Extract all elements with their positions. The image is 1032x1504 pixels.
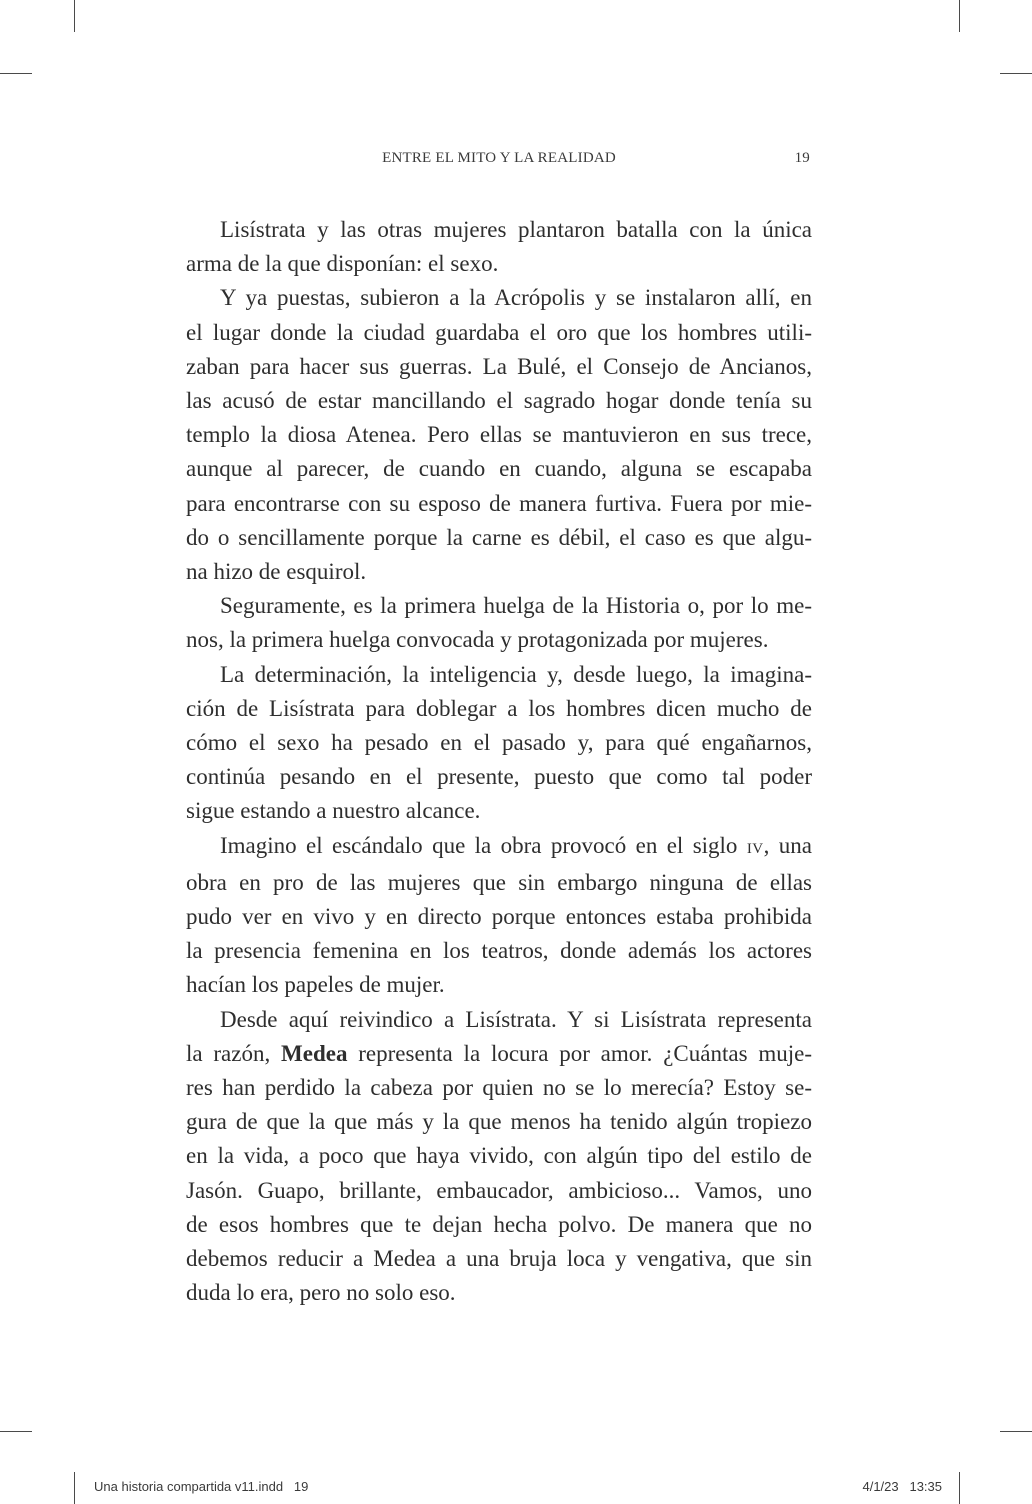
- text-line: cómo el sexo ha pesado en el pasado y, para qué engañarnos,: [186, 730, 812, 756]
- paragraph-4: [186, 658, 812, 829]
- century-numeral: IV: [746, 840, 764, 857]
- text-line: zaban para hacer sus guerras. La Bulé, el Consejo de Ancianos,: [186, 353, 812, 379]
- text-line: duda lo era, pero no solo eso.: [186, 1280, 456, 1306]
- text-line: templo la diosa Atenea. Pero ellas se mantuvieron en sus trece,: [186, 422, 812, 448]
- paragraph-5: [186, 829, 812, 1003]
- text-line: aunque al parecer, de cuando en cuando, alguna se escapaba: [186, 456, 812, 482]
- text-line: Jasón. Guapo, brillante, embaucador, ambicioso... Vamos, uno: [186, 1177, 812, 1203]
- text-line: do o sencillamente porque la carne es débil, el caso es que algu-: [186, 524, 812, 550]
- paragraph-2: [186, 281, 812, 589]
- paragraph-1: [186, 213, 812, 281]
- bold-name-medea: Medea: [281, 1040, 348, 1066]
- running-head: [186, 150, 812, 172]
- text-line: la presencia femenina en los teatros, donde además los actores: [186, 938, 812, 964]
- text-run: la razón,: [186, 1040, 282, 1066]
- slug-timestamp: 4/1/23 13:35: [862, 1479, 942, 1494]
- text-line: nos, la primera huelga convocada y protagonizada por mujeres.: [186, 627, 769, 653]
- running-head-title: ENTRE EL MITO Y LA REALIDAD: [382, 150, 616, 166]
- text-line: [186, 829, 812, 866]
- text-line: las acusó de estar mancillando el sagrado hogar donde tenía su: [186, 388, 812, 414]
- text-line: [186, 1037, 812, 1071]
- crop-mark-top-left: [74, 0, 75, 32]
- body-text: [186, 213, 812, 1311]
- crop-mark-right-top: [1000, 73, 1032, 74]
- text-line: Lisístrata y las otras mujeres plantaron batalla con la única: [220, 217, 812, 242]
- paragraph-6: [186, 1003, 812, 1311]
- crop-mark-right-bottom: [1000, 1431, 1032, 1432]
- crop-mark-left-bottom: [0, 1431, 32, 1432]
- text-run: Imagino el escándalo que la obra provocó en el siglo: [220, 832, 747, 858]
- text-run: , una: [763, 832, 812, 858]
- text-line: gura de que la que más y la que menos ha tenido algún tropiezo: [186, 1109, 812, 1135]
- text-line: pudo ver en vivo y en directo porque entonces estaba prohibida: [186, 904, 812, 930]
- crop-mark-bottom-left: [74, 1472, 75, 1504]
- text-line: La determinación, la inteligencia y, desde luego, la imagina-: [220, 661, 812, 687]
- text-line: res han perdido la cabeza por quien no se lo merecía? Estoy se-: [186, 1075, 812, 1101]
- crop-mark-top-right: [959, 0, 960, 32]
- text-line: sigue estando a nuestro alcance.: [186, 798, 481, 824]
- text-line: ción de Lisístrata para doblegar a los hombres dicen mucho de: [186, 695, 812, 721]
- text-run: representa la locura por amor. ¿Cuántas muje-: [347, 1040, 812, 1066]
- text-line: en la vida, a poco que haya vivido, con algún tipo del estilo de: [186, 1143, 812, 1169]
- crop-mark-bottom-right: [959, 1472, 960, 1504]
- text-line: arma de la que disponían: el sexo.: [186, 251, 499, 277]
- text-line: Y ya puestas, subieron a la Acrópolis y se instalaron allí, en: [220, 285, 812, 311]
- text-line: continúa pesando en el presente, puesto que como tal poder: [186, 764, 812, 790]
- text-line: Seguramente, es la primera huelga de la Historia o, por lo me-: [220, 593, 812, 619]
- text-line: de esos hombres que te dejan hecha polvo. De manera que no: [186, 1211, 812, 1237]
- text-line: na hizo de esquirol.: [186, 559, 367, 585]
- crop-mark-left-top: [0, 73, 32, 74]
- text-line: hacían los papeles de mujer.: [186, 972, 445, 998]
- text-line: Desde aquí reivindico a Lisístrata. Y si Lisístrata representa: [220, 1006, 812, 1032]
- slug-file-name: Una historia compartida v11.indd 19: [94, 1479, 309, 1494]
- text-line: para encontrarse con su esposo de manera furtiva. Fuera por mie-: [186, 490, 812, 516]
- page-number: 19: [794, 150, 810, 166]
- text-line: obra en pro de las mujeres que sin embargo ninguna de ellas: [186, 869, 812, 895]
- text-line: debemos reducir a Medea a una bruja loca y vengativa, que sin: [186, 1246, 812, 1272]
- text-line: el lugar donde la ciudad guardaba el oro que los hombres utili-: [186, 319, 812, 345]
- paragraph-3: [186, 589, 812, 657]
